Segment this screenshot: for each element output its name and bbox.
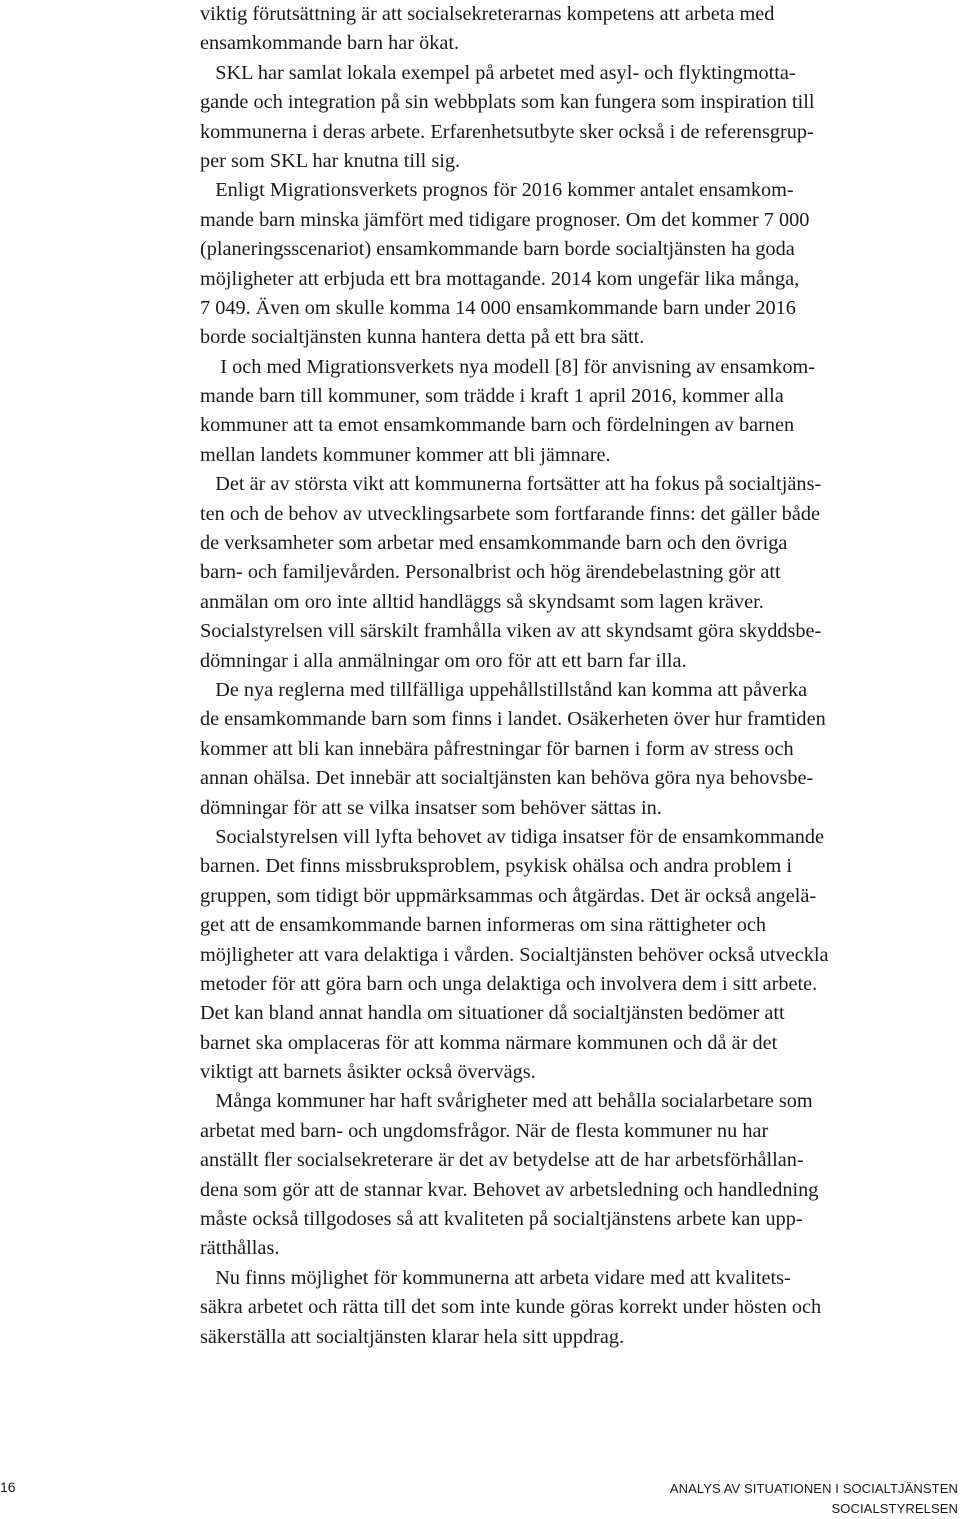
text-line: gruppen, som tidigt bör uppmärksammas och åtgärdas. Det är också angelä- [200, 884, 817, 907]
text-line: gande och integration på sin webbplats som kan fungera som inspiration till [200, 91, 815, 114]
text-line: de ensamkommande barn som finns i landet. Osäkerheten över hur framtiden [200, 708, 826, 731]
text-line: Det kan bland annat handla om situationer då socialtjänsten bedömer att [200, 1002, 785, 1025]
text-line: rätthållas. [200, 1237, 280, 1260]
text-line: möjligheter att erbjuda ett bra mottagande. 2014 kom ungefär lika många, [200, 267, 800, 290]
page-footer [670, 1479, 958, 1519]
text-line: säkerställa att socialtjänsten klarar hela sitt uppdrag. [200, 1325, 625, 1348]
page-number: 16 [0, 1479, 16, 1495]
text-line: SKL har samlat lokala exempel på arbetet med asyl- och flyktingmotta- [200, 61, 796, 84]
text-line: dömningar i alla anmälningar om oro för att ett barn far illa. [200, 649, 687, 672]
text-line: dena som gör att de stannar kvar. Behovet av arbetsledning och handledning [200, 1178, 819, 1201]
text-line: Nu finns möjlighet för kommunerna att arbeta vidare med att kvalitets- [200, 1266, 791, 1289]
text-line: kommuner att ta emot ensamkommande barn och fördelningen av barnen [200, 414, 795, 437]
text-line: mellan landets kommuner kommer att bli jämnare. [200, 443, 611, 466]
text-line: borde socialtjänsten kunna hantera detta på ett bra sätt. [200, 326, 645, 349]
text-line: anmälan om oro inte alltid handläggs så skyndsamt som lagen kräver. [200, 590, 764, 613]
text-line: barnet ska omplaceras för att komma närmare kommunen och då är det [200, 1031, 778, 1054]
text-line: barnen. Det finns missbruksproblem, psykisk ohälsa och andra problem i [200, 855, 792, 878]
text-line: ensamkommande barn har ökat. [200, 32, 460, 55]
text-line: 7 049. Även om skulle komma 14 000 ensamkommande barn under 2016 [200, 296, 796, 319]
text-line: säkra arbetet och rätta till det som inte kunde göras korrekt under hösten och [200, 1296, 822, 1319]
text-line: Det är av största vikt att kommunerna fortsätter att ha fokus på socialtjäns- [200, 473, 822, 496]
text-line: De nya reglerna med tillfälliga uppehållstillstånd kan komma att påverka [200, 678, 808, 701]
publisher: SOCIALSTYRELSEN [831, 1501, 958, 1516]
text-line: (planeringsscenariot) ensamkommande barn borde socialtjänsten ha goda [200, 238, 795, 261]
running-title: ANALYS AV SITUATIONEN I SOCIALTJÄNSTEN [669, 1481, 958, 1496]
text-line: måste också tillgodoses så att kvaliteten på socialtjänstens arbete kan upp- [200, 1208, 803, 1231]
text-line: viktigt att barnets åsikter också övervägs. [200, 1061, 536, 1084]
document-body [200, 0, 960, 1352]
text-line: kommunerna i deras arbete. Erfarenhetsutbyte sker också i de referensgrup- [200, 120, 814, 143]
text-line: kommer att bli kan innebära påfrestningar för barnen i form av stress och [200, 737, 794, 760]
text-line: Enligt Migrationsverkets prognos för 2016 kommer antalet ensamkom- [200, 179, 794, 202]
text-line: per som SKL har knutna till sig. [200, 149, 461, 172]
text-line: mande barn minska jämfört med tidigare prognoser. Om det kommer 7 000 [200, 208, 810, 231]
text-line: möjligheter att vara delaktiga i vården. Socialtjänsten behöver också utveckla [200, 943, 829, 966]
text-line: I och med Migrationsverkets nya modell [8] för anvisning av ensamkom- [200, 355, 816, 378]
text-line: ten och de behov av utvecklingsarbete som fortfarande finns: det gäller både [200, 502, 821, 525]
text-line: Socialstyrelsen vill särskilt framhålla viken av att skyndsamt göra skyddsbe- [200, 620, 822, 643]
text-line: Socialstyrelsen vill lyfta behovet av tidiga insatser för de ensamkommande [200, 825, 825, 848]
text-line: Många kommuner har haft svårigheter med att behålla socialarbetare som [200, 1090, 813, 1113]
text-line: annan ohälsa. Det innebär att socialtjänsten kan behöva göra nya behovsbe- [200, 767, 814, 790]
text-line: metoder för att göra barn och unga delaktiga och involvera dem i sitt arbete. [200, 972, 818, 995]
text-line: viktig förutsättning är att socialsekreterarnas kompetens att arbeta med [200, 3, 775, 25]
text-line: de verksamheter som arbetar med ensamkommande barn och den övriga [200, 532, 788, 555]
text-line: arbetat med barn- och ungdomsfrågor. När de flesta kommuner nu har [200, 1119, 769, 1142]
text-line: mande barn till kommuner, som trädde i kraft 1 april 2016, kommer alla [200, 385, 784, 408]
text-line: barn- och familjevården. Personalbrist och hög ärendebelastning gör att [200, 561, 781, 584]
text-line: get att de ensamkommande barnen informeras om sina rättigheter och [200, 914, 766, 937]
text-line: anställt fler socialsekreterare är det av betydelse att de har arbetsförhållan- [200, 1149, 804, 1172]
text-line: dömningar för att se vilka insatser som behöver sättas in. [200, 796, 662, 819]
